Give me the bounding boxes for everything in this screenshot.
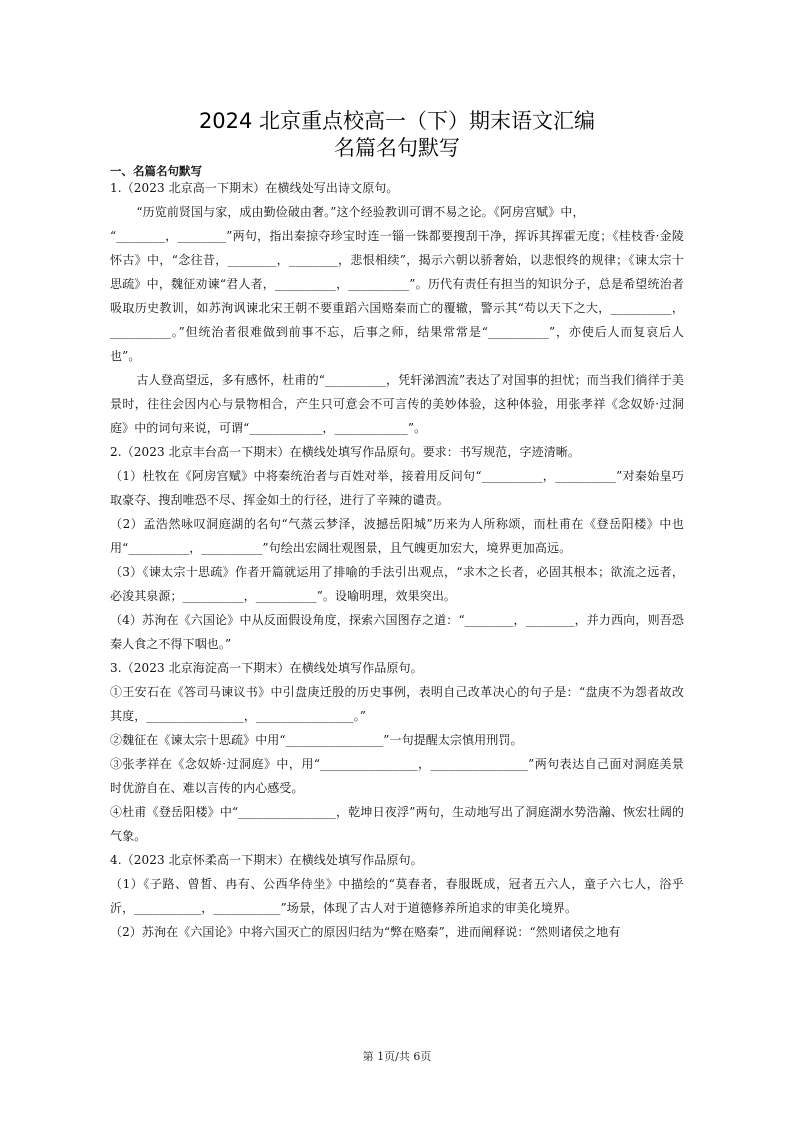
section-heading: 一、名篇名句默写 — [110, 164, 202, 178]
question-2-item-4: （4）苏洵在《六国论》中从反面假设角度，探索六国图存之道：“________，________，并力西向，则吾恐秦人食之不得下咽也。” — [110, 613, 684, 651]
question-3-item-3: ③张孝祥在《念奴娇·过洞庭》中，用“________________，________________”两句表达自己面对洞庭美景时优游自在、难以言传的内心感受。 — [110, 757, 684, 795]
question-3-item-4: ④杜甫《登岳阳楼》中“________________，乾坤日夜浮”两句，生动地写出了洞庭湖水势浩瀚、恢宏壮阔的气象。 — [110, 805, 684, 843]
question-4-heading: 4.（2023 北京怀柔高一下期末）在横线处填写作品原句。 — [110, 853, 423, 867]
question-3-item-1: ①王安石在《答司马谏议书》中引盘庚迁殷的历史事例，表明自己改革决心的句子是：“盘庚不为怨者故改其度，________________，________________。” — [110, 685, 684, 723]
document-subtitle: 名篇名句默写 — [334, 136, 460, 160]
question-1-body-2: 古人登高望远，多有感怀，杜甫的“__________，凭轩涕泗流”表达了对国事的担忧；而当我们徜徉于美景时，往往会因内心与景物相合，产生只可意会不可言传的美妙体验，这种体验，用张孝祥《念奴娇·过洞庭》中的词句来说，可谓“____________，____________”。 — [110, 373, 684, 435]
question-2-item-1: （1）杜牧在《阿房宫赋》中将秦统治者与百姓对举，接着用反问句“__________，__________”对秦始皇巧取豪夺、搜刮唯恐不尽、挥金如土的行径，进行了辛辣的谴责。 — [110, 469, 684, 507]
content-body — [110, 176, 684, 944]
question-1-heading: 1.（2023 北京高一下期末）在横线处写出诗文原句。 — [110, 181, 399, 195]
question-4-item-1: （1）《子路、曾皙、冉有、公西华侍坐》中描绘的“莫春者，春服既成，冠者五六人，童子六七人，浴乎沂，___________，___________”场景，体现了古人对于道德修养所追求的审美化境界。 — [110, 877, 684, 915]
question-2-item-2: （2）孟浩然咏叹洞庭湖的名句“气蒸云梦泽，波撼岳阳城”历来为人所称颂，而杜甫在《登岳阳楼》中也用“__________，__________”句绘出宏阔壮观图景，且气魄更加宏大，境界更加高远。 — [110, 517, 684, 555]
question-3-heading: 3.（2023 北京海淀高一下期末）在横线处填写作品原句。 — [110, 661, 423, 675]
question-1-body: “________，________”两句，指出秦掠夺珍宝时连一锱一铢都要搜刮干净，挥诉其挥霍无度；《桂枝香·金陵怀古》中，“念往昔，________，________，悲恨相续”，揭示六朝以骄奢始，以悲恨终的规律；《谏太宗十思疏》中，魏征劝谏“君人者，__________，__________”。历代有责任有担当的知识分子，总是希望统治者吸取历史教训，如苏洵讽谏北宋王朝不要重蹈六国赂秦而亡的覆辙，警示其“苟以天下之大，__________，__________。”但统治者很难做到前事不忘，后事之师，结果常常是“__________”，亦使后人而复哀后人也”。 — [110, 229, 684, 363]
question-2-item-3: （3）《谏太宗十思疏》作者开篇就运用了排喻的手法引出观点，“求木之长者，必固其根本；欲流之远者，必浚其泉源；__________，__________”。设喻明理，效果突出。 — [110, 565, 684, 603]
document-title: 2024 北京重点校高一（下）期末语文汇编 — [198, 109, 596, 133]
page-footer: 第 1页/共 6页 — [362, 1050, 432, 1063]
title-block — [0, 108, 794, 162]
question-2-heading: 2.（2023 北京丰台高一下期末）在横线处填写作品原句。要求：书写规范，字迹清晰。 — [110, 445, 581, 459]
question-4-item-2: （2）苏洵在《六国论》中将六国灭亡的原因归结为“弊在赂秦”，进而阐释说：“然则诸侯之地有 — [110, 925, 621, 939]
question-3-item-2: ②魏征在《谏太宗十思疏》中用“________________”一句提醒太宗慎用刑罚。 — [110, 733, 523, 747]
question-1-intro: “历览前贤国与家，成由勤俭破由奢。”这个经验教训可谓不易之论。《阿房宫赋》中， — [136, 205, 585, 219]
